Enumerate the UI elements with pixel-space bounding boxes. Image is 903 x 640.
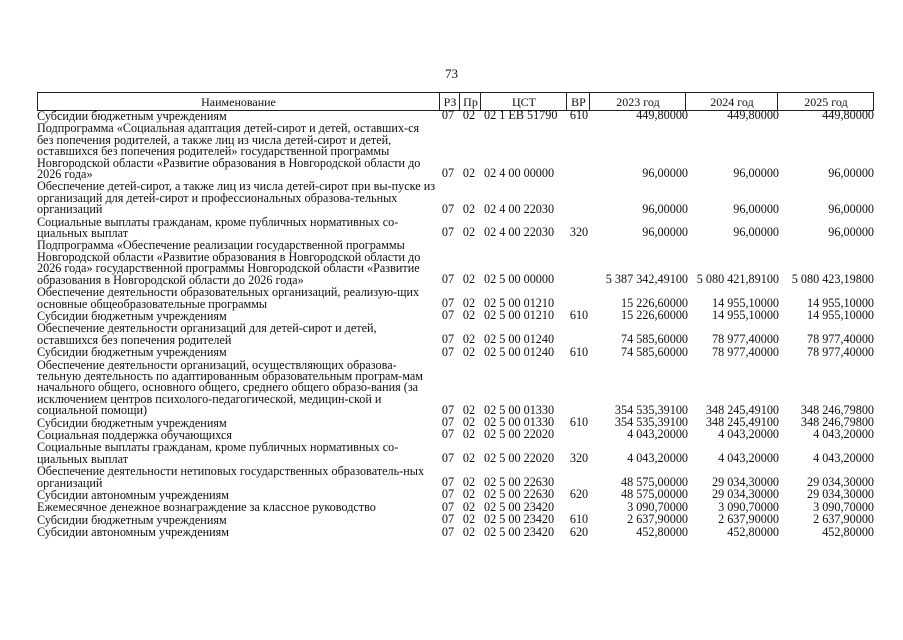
subsection-code: 02 — [462, 225, 476, 240]
section-code: 07 — [441, 344, 455, 359]
section-code: 07 — [441, 166, 455, 181]
amount-2024: 3 090,70000 — [718, 499, 779, 514]
amount-2024: 4 043,20000 — [718, 451, 779, 466]
target-article-code: 02 5 00 22630 — [484, 487, 555, 502]
amount-2025: 29 034,30000 — [806, 475, 874, 489]
section-code: 07 — [441, 332, 455, 347]
target-article-code: 02 5 00 00000 — [484, 272, 555, 287]
amount-2023: 4 043,20000 — [627, 427, 688, 442]
amount-2024: 449,80000 — [727, 108, 779, 123]
amount-2023: 3 090,70000 — [627, 499, 688, 514]
amount-2025: 14 955,10000 — [806, 308, 874, 323]
expense-type-code: 610 — [569, 512, 589, 527]
row-name: Субсидии бюджетным учреждениям — [37, 512, 227, 527]
amount-2023: 449,80000 — [636, 108, 688, 123]
subsection-code: 02 — [462, 451, 476, 466]
amount-2024: 78 977,40000 — [711, 332, 779, 347]
header-name: Наименование — [201, 95, 276, 109]
section-code: 07 — [441, 499, 455, 514]
row-name: Обеспечение деятельности организаций, осуществляющих образова-тельную деятельность по адаптированным образовательным програм-мам начального общего, основного общего, среднего общего образо-вания (за исключением центров психолого-педагогической, медицин-ской и социальной помощи) — [37, 357, 423, 418]
amount-2023: 15 226,60000 — [620, 295, 688, 310]
section-code: 07 — [441, 272, 455, 287]
subsection-code: 02 — [462, 308, 476, 323]
amount-2025: 4 043,20000 — [813, 427, 874, 442]
table-row — [37, 359, 877, 417]
section-code: 07 — [441, 487, 455, 502]
target-article-code: 02 5 00 23420 — [484, 499, 555, 514]
expense-type-code: 610 — [569, 108, 589, 123]
target-article-code: 02 4 00 22030 — [484, 201, 555, 216]
section-code: 07 — [441, 225, 455, 240]
subsection-code: 02 — [462, 344, 476, 359]
amount-2023: 96,00000 — [642, 201, 688, 216]
section-code: 07 — [441, 308, 455, 323]
section-code: 07 — [441, 451, 455, 466]
amount-2023: 15 226,60000 — [620, 308, 688, 323]
row-name: Социальные выплаты гражданам, кроме публичных нормативных со-циальных выплат — [37, 214, 399, 241]
amount-2025: 14 955,10000 — [806, 295, 874, 310]
section-code: 07 — [441, 402, 455, 417]
subsection-code: 02 — [462, 524, 476, 539]
target-article-code: 02 5 00 23420 — [484, 512, 555, 527]
amount-2023: 5 387 342,49100 — [605, 272, 688, 287]
amount-2024: 14 955,10000 — [711, 308, 779, 323]
section-code: 07 — [441, 201, 455, 216]
subsection-code: 02 — [462, 332, 476, 347]
amount-2023: 452,80000 — [636, 524, 688, 539]
header-2023: 2023 год — [589, 93, 686, 110]
amount-2023: 4 043,20000 — [627, 451, 688, 466]
expense-type-code: 610 — [569, 308, 589, 323]
table-row — [37, 286, 877, 310]
amount-2024: 96,00000 — [733, 225, 779, 240]
table-row — [37, 346, 877, 358]
amount-2024: 4 043,20000 — [718, 427, 779, 442]
row-name: Обеспечение деятельности организаций для детей-сирот и детей, оставшихся без попечения родителей — [37, 321, 377, 347]
amount-2024: 96,00000 — [733, 201, 779, 216]
amount-2024: 452,80000 — [727, 524, 779, 539]
row-name: Субсидии бюджетным учреждениям — [37, 345, 227, 360]
target-article-code: 02 4 00 00000 — [484, 166, 555, 181]
target-article-code: 02 5 00 01240 — [484, 332, 555, 347]
expense-type-code: 620 — [569, 524, 589, 539]
subsection-code: 02 — [462, 295, 476, 310]
row-name: Субсидии автономным учреждениям — [37, 488, 229, 502]
target-article-code: 02 5 00 22020 — [484, 451, 555, 466]
amount-2025: 96,00000 — [828, 225, 874, 240]
page-number: 73 — [445, 66, 458, 81]
row-name: Обеспечение деятельности образовательных организаций, реализую-щих основные общеобразовательные программы — [37, 285, 420, 311]
header-vr: ВР — [566, 93, 590, 110]
row-name: Субсидии бюджетным учреждениям — [37, 109, 227, 123]
row-name: Обеспечение деятельности нетиповых государственных образователь-ных организаций — [37, 464, 425, 490]
section-code: 07 — [441, 512, 455, 527]
row-name: Субсидии бюджетным учреждениям — [37, 415, 227, 430]
amount-2025: 96,00000 — [828, 201, 874, 216]
amount-2025: 29 034,30000 — [806, 487, 874, 502]
subsection-code: 02 — [462, 166, 476, 181]
expense-type-code: 320 — [569, 451, 589, 466]
target-article-code: 02 5 00 01210 — [484, 308, 555, 323]
section-code: 07 — [441, 414, 455, 429]
target-article-code: 02 5 00 22630 — [484, 475, 555, 489]
table-row — [37, 441, 877, 465]
table-row — [37, 216, 877, 240]
target-article-code: 02 5 00 01210 — [484, 295, 555, 310]
row-name: Социальная поддержка обучающихся — [37, 427, 233, 442]
row-name: Субсидии бюджетным учреждениям — [37, 308, 227, 323]
amount-2025: 78 977,40000 — [806, 344, 874, 359]
amount-2025: 3 090,70000 — [813, 499, 874, 514]
amount-2023: 74 585,60000 — [620, 344, 688, 359]
subsection-code: 02 — [462, 499, 476, 514]
row-name: Обеспечение детей-сирот, а также лиц из числа детей-сирот при вы-пуске из организаций для детей-сирот и профессиональных образова-тельных организаций — [37, 179, 436, 217]
target-article-code: 02 5 00 23420 — [484, 524, 555, 539]
row-name: Социальные выплаты гражданам, кроме публичных нормативных со-циальных выплат — [37, 440, 399, 466]
amount-2024: 78 977,40000 — [711, 344, 779, 359]
amount-2025: 78 977,40000 — [806, 332, 874, 347]
table-row — [37, 526, 877, 538]
amount-2025: 96,00000 — [828, 166, 874, 181]
amount-2023: 48 575,00000 — [620, 487, 688, 502]
amount-2025: 4 043,20000 — [813, 451, 874, 466]
expense-type-code: 620 — [569, 487, 589, 502]
section-code: 07 — [441, 475, 455, 489]
amount-2023: 2 637,90000 — [627, 512, 688, 527]
table-row — [37, 322, 877, 346]
table-row — [37, 465, 877, 489]
amount-2024: 5 080 421,89100 — [696, 272, 779, 287]
amount-2025: 5 080 423,19800 — [791, 272, 874, 287]
section-code: 07 — [441, 427, 455, 442]
subsection-code: 02 — [462, 427, 476, 442]
target-article-code: 02 5 00 01240 — [484, 344, 555, 359]
expense-type-code: 320 — [569, 225, 589, 240]
subsection-code: 02 — [462, 414, 476, 429]
amount-2024: 14 955,10000 — [711, 295, 779, 310]
table-row — [37, 239, 877, 286]
amount-2024: 2 637,90000 — [718, 512, 779, 527]
target-article-code: 02 5 00 01330 — [484, 402, 555, 417]
expense-type-code: 610 — [569, 414, 589, 429]
subsection-code: 02 — [462, 108, 476, 123]
section-code: 07 — [441, 108, 455, 123]
amount-2024: 348 245,49100 — [705, 414, 779, 429]
section-code: 07 — [441, 524, 455, 539]
target-article-code: 02 1 ЕВ 51790 — [484, 108, 558, 123]
target-article-code: 02 5 00 22020 — [484, 427, 555, 442]
amount-2025: 449,80000 — [822, 108, 874, 123]
subsection-code: 02 — [462, 475, 476, 489]
amount-2023: 96,00000 — [642, 166, 688, 181]
section-code: 07 — [441, 295, 455, 310]
amount-2024: 29 034,30000 — [711, 475, 779, 489]
table-row — [37, 122, 877, 180]
amount-2024: 29 034,30000 — [711, 487, 779, 502]
amount-2025: 2 637,90000 — [813, 512, 874, 527]
subsection-code: 02 — [462, 512, 476, 527]
row-name: Подпрограмма «Социальная адаптация детей-сирот и детей, оставших-ся без попечения родителей, а также лиц из числа детей-сирот и детей, оставшихся без попечения родителей» государственной программы Новгородской области «Развитие образования в Новгородской области до 2026 года» — [37, 121, 421, 182]
table-row — [37, 180, 877, 215]
header-pr: Пр — [459, 93, 481, 110]
subsection-code: 02 — [462, 487, 476, 502]
amount-2023: 48 575,00000 — [620, 475, 688, 489]
amount-2023: 354 535,39100 — [614, 414, 688, 429]
amount-2025: 452,80000 — [822, 524, 874, 539]
amount-2024: 96,00000 — [733, 166, 779, 181]
expense-type-code: 610 — [569, 344, 589, 359]
amount-2023: 354 535,39100 — [614, 402, 688, 417]
subsection-code: 02 — [462, 402, 476, 417]
budget-table-body — [37, 110, 877, 539]
row-name: Субсидии автономным учреждениям — [37, 525, 229, 540]
target-article-code: 02 4 00 22030 — [484, 225, 555, 240]
target-article-code: 02 5 00 01330 — [484, 414, 555, 429]
subsection-code: 02 — [462, 201, 476, 216]
row-name: Ежемесячное денежное вознаграждение за классное руководство — [37, 500, 376, 515]
row-name: Подпрограмма «Обеспечение реализации государственной программы Новгородской области «Развитие образования в Новгородской области до 2026 года» государственной программы Новгородской области «Развитие образования в Новгородской области до 2026 года» — [37, 238, 421, 287]
header-rz: РЗ — [439, 93, 460, 110]
header-2024: 2024 год — [685, 93, 778, 110]
amount-2025: 348 246,79800 — [800, 402, 874, 417]
amount-2023: 74 585,60000 — [620, 332, 688, 347]
header-cst: ЦСТ — [480, 93, 567, 110]
subsection-code: 02 — [462, 272, 476, 287]
amount-2023: 96,00000 — [642, 225, 688, 240]
amount-2025: 348 246,79800 — [800, 414, 874, 429]
amount-2024: 348 245,49100 — [705, 402, 779, 417]
header-2025: 2025 год — [777, 93, 874, 110]
